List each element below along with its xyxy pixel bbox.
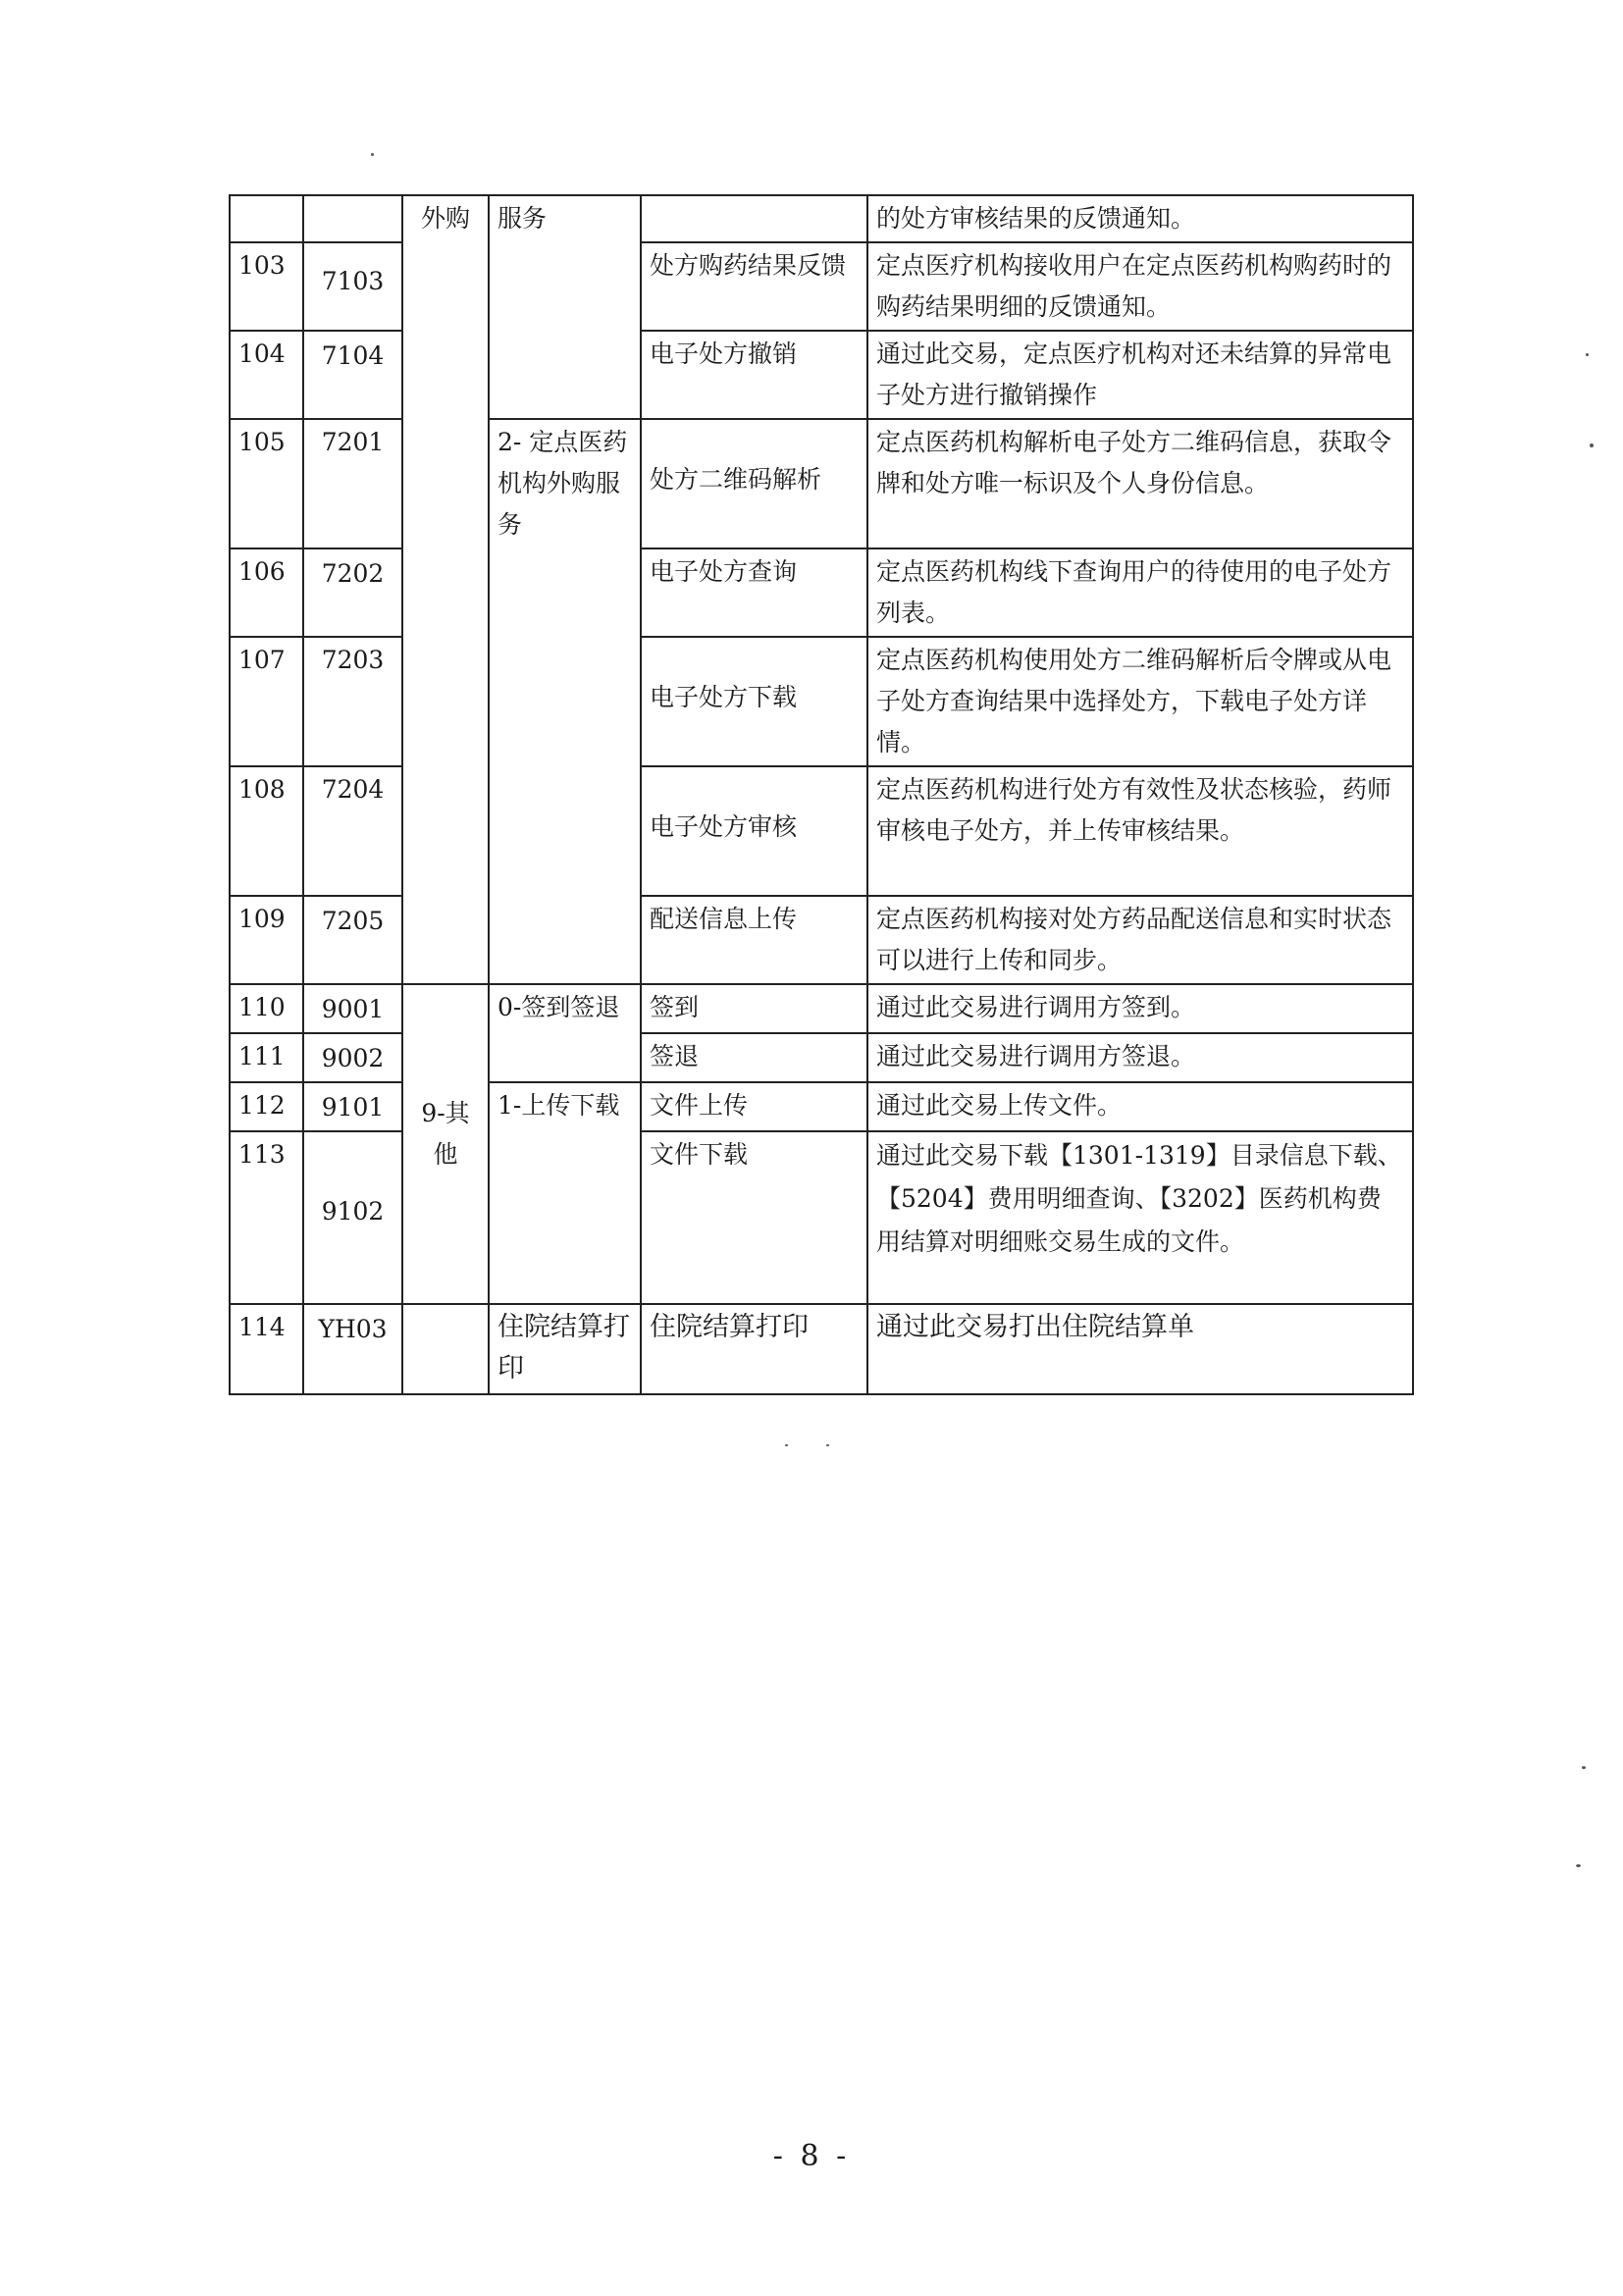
table-row	[230, 1304, 1413, 1394]
transaction-name: 配送信息上传	[641, 896, 867, 984]
row-number: 105	[230, 419, 303, 548]
transaction-code: YH03	[303, 1304, 402, 1394]
scan-speck	[1576, 1864, 1581, 1867]
scan-speck	[371, 153, 374, 156]
row-number: 108	[230, 766, 303, 896]
transaction-code: 7202	[303, 548, 402, 637]
transaction-name: 签到	[641, 984, 867, 1033]
row-number: 110	[230, 984, 303, 1033]
transaction-code: 9101	[303, 1082, 402, 1131]
table-row	[230, 984, 1413, 1033]
transaction-table	[229, 194, 1414, 1395]
transaction-name: 文件上传	[641, 1082, 867, 1131]
scan-speck	[1586, 353, 1589, 356]
scan-speck	[1590, 444, 1594, 447]
table-row	[230, 195, 1413, 242]
transaction-code: 7204	[303, 766, 402, 896]
transaction-description: 通过此交易进行调用方签到。	[867, 984, 1413, 1033]
transaction-description: 通过此交易打出住院结算单	[867, 1304, 1413, 1394]
transaction-code: 9001	[303, 984, 402, 1033]
transaction-description: 通过此交易下载【1301-1319】目录信息下载、【5204】费用明细查询、【3202】医药机构费用结算对明细账交易生成的文件。	[867, 1131, 1413, 1304]
group-cell: 外购	[402, 195, 489, 984]
transaction-name: 电子处方下载	[641, 637, 867, 766]
transaction-code: 7205	[303, 896, 402, 984]
transaction-description: 定点医药机构解析电子处方二维码信息，获取令牌和处方唯一标识及个人身份信息。	[867, 419, 1413, 548]
row-number: 114	[230, 1304, 303, 1394]
scan-speck	[826, 1444, 829, 1446]
row-number: 109	[230, 896, 303, 984]
scan-speck	[785, 1444, 788, 1446]
transaction-description: 定点医药机构进行处方有效性及状态核验，药师审核电子处方，并上传审核结果。	[867, 766, 1413, 896]
transaction-description: 定点医药机构线下查询用户的待使用的电子处方列表。	[867, 548, 1413, 637]
transaction-name: 处方购药结果反馈	[641, 242, 867, 331]
transaction-code: 7104	[303, 331, 402, 419]
transaction-name	[641, 195, 867, 242]
row-number: 104	[230, 331, 303, 419]
group-cell: 9-其他	[402, 984, 489, 1304]
category-cell: 1-上传下载	[489, 1082, 641, 1304]
transaction-name: 签退	[641, 1033, 867, 1082]
category-cell: 住院结算打印	[489, 1304, 641, 1394]
transaction-name: 电子处方审核	[641, 766, 867, 896]
group-cell	[402, 1304, 489, 1394]
row-number: 113	[230, 1131, 303, 1304]
row-number: 111	[230, 1033, 303, 1082]
category-cell: 服务	[489, 195, 641, 419]
row-number: 103	[230, 242, 303, 331]
transaction-code: 7203	[303, 637, 402, 766]
transaction-name: 处方二维码解析	[641, 419, 867, 548]
row-number: 112	[230, 1082, 303, 1131]
category-cell: 2- 定点医药机构外购服务	[489, 419, 641, 984]
transaction-code: 9102	[303, 1131, 402, 1304]
page-number: - 8 -	[772, 2139, 851, 2173]
row-number: 107	[230, 637, 303, 766]
row-number	[230, 195, 303, 242]
transaction-description: 通过此交易进行调用方签退。	[867, 1033, 1413, 1082]
scan-speck	[1582, 1766, 1586, 1769]
transaction-code: 9002	[303, 1033, 402, 1082]
transaction-code: 7201	[303, 419, 402, 548]
category-cell: 0-签到签退	[489, 984, 641, 1082]
transaction-name: 电子处方撤销	[641, 331, 867, 419]
transaction-code	[303, 195, 402, 242]
transaction-description: 通过此交易，定点医疗机构对还未结算的异常电子处方进行撤销操作	[867, 331, 1413, 419]
row-number: 106	[230, 548, 303, 637]
transaction-name: 住院结算打印	[641, 1304, 867, 1394]
transaction-code: 7103	[303, 242, 402, 331]
transaction-description: 定点医疗机构接收用户在定点医药机构购药时的购药结果明细的反馈通知。	[867, 242, 1413, 331]
transaction-name: 文件下载	[641, 1131, 867, 1304]
transaction-description: 的处方审核结果的反馈通知。	[867, 195, 1413, 242]
transaction-description: 定点医药机构接对处方药品配送信息和实时状态可以进行上传和同步。	[867, 896, 1413, 984]
transaction-description: 定点医药机构使用处方二维码解析后令牌或从电子处方查询结果中选择处方，下载电子处方详情。	[867, 637, 1413, 766]
transaction-name: 电子处方查询	[641, 548, 867, 637]
transaction-description: 通过此交易上传文件。	[867, 1082, 1413, 1131]
